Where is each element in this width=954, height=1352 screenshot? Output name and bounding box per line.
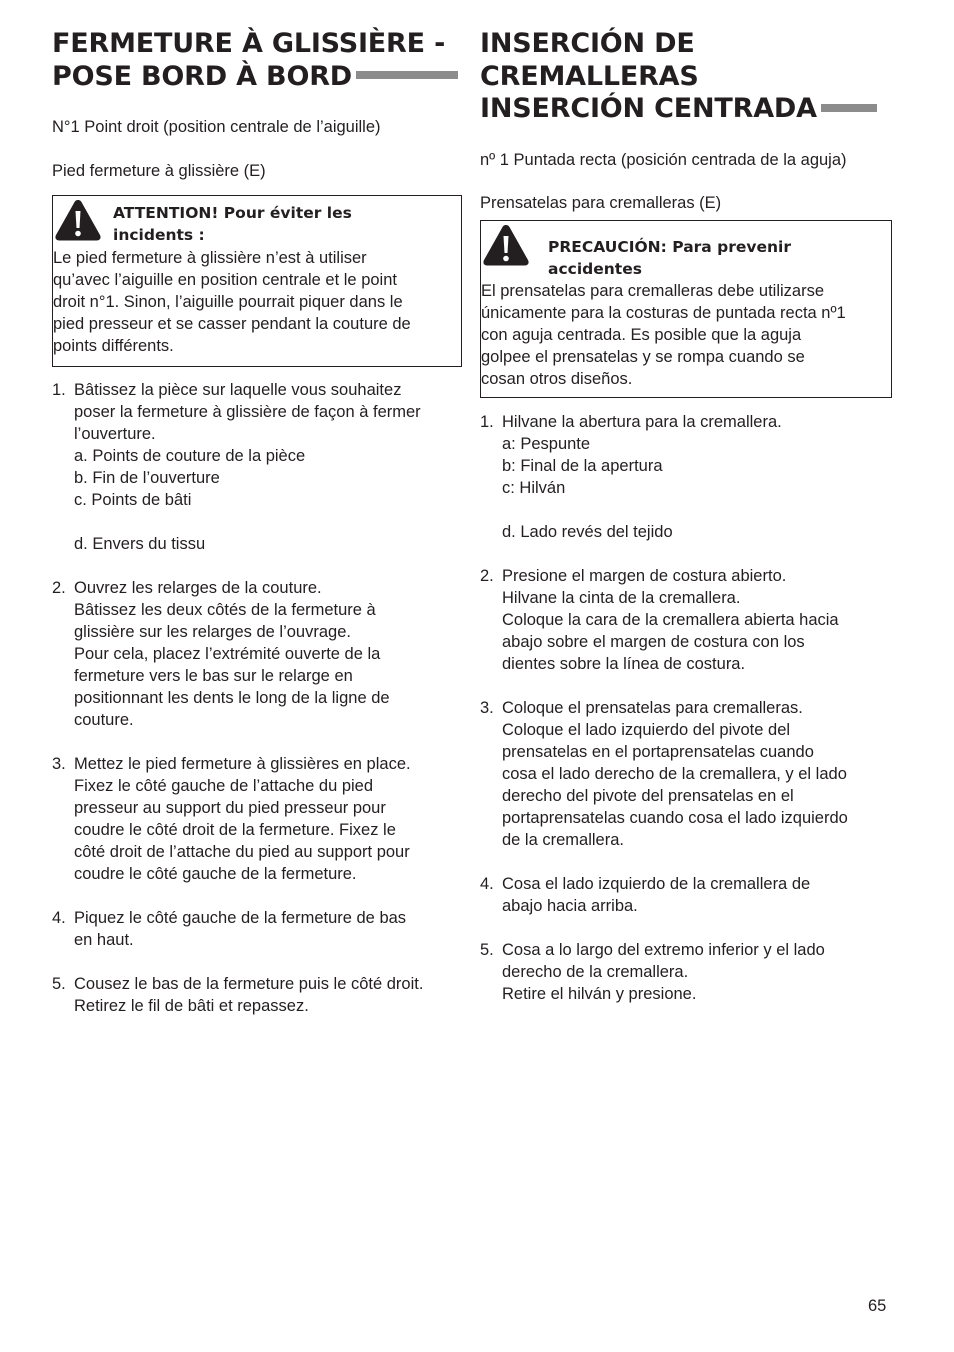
french-step-2 — [52, 577, 462, 731]
step-line: b: Final de la apertura — [502, 457, 663, 475]
french-title — [52, 28, 458, 93]
step-line: Hilvane la abertura para la cremallera. — [502, 413, 782, 431]
step-line: poser la fermeture à glissière de façon à fermer — [74, 403, 421, 421]
step-line: Coloque el prensatelas para cremalleras. — [502, 699, 803, 717]
step-line: abajo hacia arriba. — [502, 897, 638, 915]
spacer — [480, 675, 892, 697]
step-line: l’ouverture. — [74, 425, 156, 443]
spacer — [480, 543, 892, 565]
spanish-warning-line: cosan otros diseños. — [481, 370, 633, 388]
spanish-warning-heading-line2: accidentes — [548, 260, 642, 278]
warning-triangle-icon — [482, 223, 530, 267]
spanish-title-line3-text: INSERCIÓN CENTRADA — [480, 93, 817, 124]
french-presser-foot: Pied fermeture à glissière (E) — [52, 162, 266, 180]
step-line: presseur au support du pied presseur pour — [74, 799, 386, 817]
step-line: d. Lado revés del tejido — [502, 523, 673, 541]
step-line: dientes sobre la línea de costura. — [502, 655, 746, 673]
step-line: coudre le côté gauche de la fermeture. — [74, 865, 357, 883]
spanish-steps-list — [480, 411, 892, 1005]
spacer — [480, 851, 892, 873]
step-line: Bâtissez la pièce sur laquelle vous souhaitez — [74, 381, 402, 399]
french-step-3 — [52, 753, 462, 885]
step-number: 3. — [52, 755, 66, 773]
spacer — [52, 555, 462, 577]
french-warning-box — [52, 195, 462, 367]
step-line: glissière sur les relarges de l’ouvrage. — [74, 623, 351, 641]
french-step-4 — [52, 907, 462, 951]
step-line: Mettez le pied fermeture à glissières en place. — [74, 755, 411, 773]
spanish-warning-body — [481, 280, 846, 390]
french-steps-list — [52, 379, 462, 1017]
step-line: en haut. — [74, 931, 134, 949]
spanish-stitch-setting: nº 1 Puntada recta (posición centrada de la aguja) — [480, 151, 847, 169]
spacer — [52, 885, 462, 907]
french-warning-line: points différents. — [53, 337, 174, 355]
step-line: Pour cela, placez l’extrémité ouverte de la — [74, 645, 381, 663]
title-rule-decoration — [356, 71, 458, 79]
step-line: a: Pespunte — [502, 435, 591, 453]
step-line: b. Fin de l’ouverture — [74, 469, 220, 487]
spanish-warning-box — [480, 220, 892, 398]
step-line: c. Points de bâti — [74, 491, 192, 509]
step-number: 1. — [480, 413, 494, 431]
french-warning-body — [53, 247, 411, 357]
spacer — [52, 731, 462, 753]
step-line: Cousez le bas de la fermeture puis le côté droit. — [74, 975, 424, 993]
french-title-line2-text: POSE BORD À BORD — [52, 60, 352, 92]
step-line: derecho de la cremallera. — [502, 963, 689, 981]
step-line: couture. — [74, 711, 134, 729]
french-warning-line: pied presseur et se casser pendant la couture de — [53, 315, 411, 333]
step-line: d. Envers du tissu — [74, 535, 206, 553]
step-number: 2. — [480, 567, 494, 585]
step-line: c: Hilván — [502, 479, 566, 497]
step-line: Presione el margen de costura abierto. — [502, 567, 787, 585]
french-stitch-setting: N°1 Point droit (position centrale de l’aiguille) — [52, 118, 381, 136]
step-line: côté droit de l’attache du pied au support pour — [74, 843, 410, 861]
spacer — [52, 951, 462, 973]
step-number: 1. — [52, 381, 66, 399]
spanish-presser-foot: Prensatelas para cremalleras (E) — [480, 194, 722, 212]
french-title-line1: FERMETURE À GLISSIÈRE - — [52, 28, 446, 59]
spanish-title — [480, 28, 877, 126]
french-warning-line: droit n°1. Sinon, l’aiguille pourrait piquer dans le — [53, 293, 403, 311]
step-line: Cosa el lado izquierdo de la cremallera de — [502, 875, 811, 893]
step-line: positionnant les dents le long de la ligne de — [74, 689, 390, 707]
french-warning-heading — [113, 202, 352, 246]
step-line: portaprensatelas cuando cosa el lado izquierdo — [502, 809, 848, 827]
step-number: 2. — [52, 579, 66, 597]
step-number: 5. — [52, 975, 66, 993]
french-warning-line: Le pied fermeture à glissière n’est à utiliser — [53, 249, 367, 267]
french-title-line2 — [52, 61, 458, 94]
step-line — [74, 511, 462, 533]
title-rule-decoration — [821, 104, 877, 112]
spanish-title-line1: INSERCIÓN DE — [480, 28, 695, 59]
spanish-warning-heading — [548, 236, 791, 280]
page-number: 65 — [868, 1297, 887, 1315]
step-line: Hilvane la cinta de la cremallera. — [502, 589, 741, 607]
spanish-step-1 — [480, 411, 892, 543]
step-line: abajo sobre el margen de costura con los — [502, 633, 805, 651]
step-line: Coloque el lado izquierdo del pivote del — [502, 721, 791, 739]
step-number: 4. — [480, 875, 494, 893]
step-number: 4. — [52, 909, 66, 927]
step-line: Retirez le fil de bâti et repassez. — [74, 997, 309, 1015]
spacer — [480, 917, 892, 939]
step-line: cosa el lado derecho de la cremallera, y el lado — [502, 765, 847, 783]
french-step-5 — [52, 973, 462, 1017]
french-warning-heading-line1: ATTENTION! Pour éviter les — [113, 204, 352, 222]
step-number: 3. — [480, 699, 494, 717]
step-line — [502, 499, 892, 521]
step-line: Bâtissez les deux côtés de la fermeture à — [74, 601, 376, 619]
warning-triangle-icon — [54, 198, 102, 242]
spanish-warning-line: El prensatelas para cremalleras debe utilizarse — [481, 282, 825, 300]
step-line: a. Points de couture de la pièce — [74, 447, 306, 465]
french-warning-heading-line2: incidents : — [113, 226, 205, 244]
spanish-title-line2: CREMALLERAS — [480, 60, 699, 92]
spanish-warning-heading-line1: PRECAUCIÓN: Para prevenir — [548, 238, 792, 256]
step-line: coudre le côté droit de la fermeture. Fixez le — [74, 821, 396, 839]
spanish-warning-line: únicamente para la costuras de puntada recta nº1 — [481, 304, 846, 322]
step-line: Cosa a lo largo del extremo inferior y el lado — [502, 941, 825, 959]
french-step-1 — [52, 379, 462, 555]
step-line: de la cremallera. — [502, 831, 624, 849]
step-line: fermeture vers le bas sur le relarge en — [74, 667, 353, 685]
spanish-step-2 — [480, 565, 892, 675]
step-line: Piquez le côté gauche de la fermeture de bas — [74, 909, 407, 927]
step-line: Ouvrez les relarges de la couture. — [74, 579, 322, 597]
spanish-step-5 — [480, 939, 892, 1005]
step-line: prensatelas en el portaprensatelas cuando — [502, 743, 814, 761]
spanish-step-4 — [480, 873, 892, 917]
spanish-warning-line: con aguja centrada. Es posible que la aguja — [481, 326, 802, 344]
step-line: Coloque la cara de la cremallera abierta hacia — [502, 611, 839, 629]
step-number: 5. — [480, 941, 494, 959]
french-warning-line: qu’avec l’aiguille en position centrale et le point — [53, 271, 397, 289]
spanish-warning-line: golpee el prensatelas y se rompa cuando se — [481, 348, 805, 366]
spanish-title-line3 — [480, 93, 877, 126]
step-line: Fixez le côté gauche de l’attache du pied — [74, 777, 374, 795]
step-line: derecho del pivote del prensatelas en el — [502, 787, 794, 805]
spanish-step-3 — [480, 697, 892, 851]
step-line: Retire el hilván y presione. — [502, 985, 697, 1003]
